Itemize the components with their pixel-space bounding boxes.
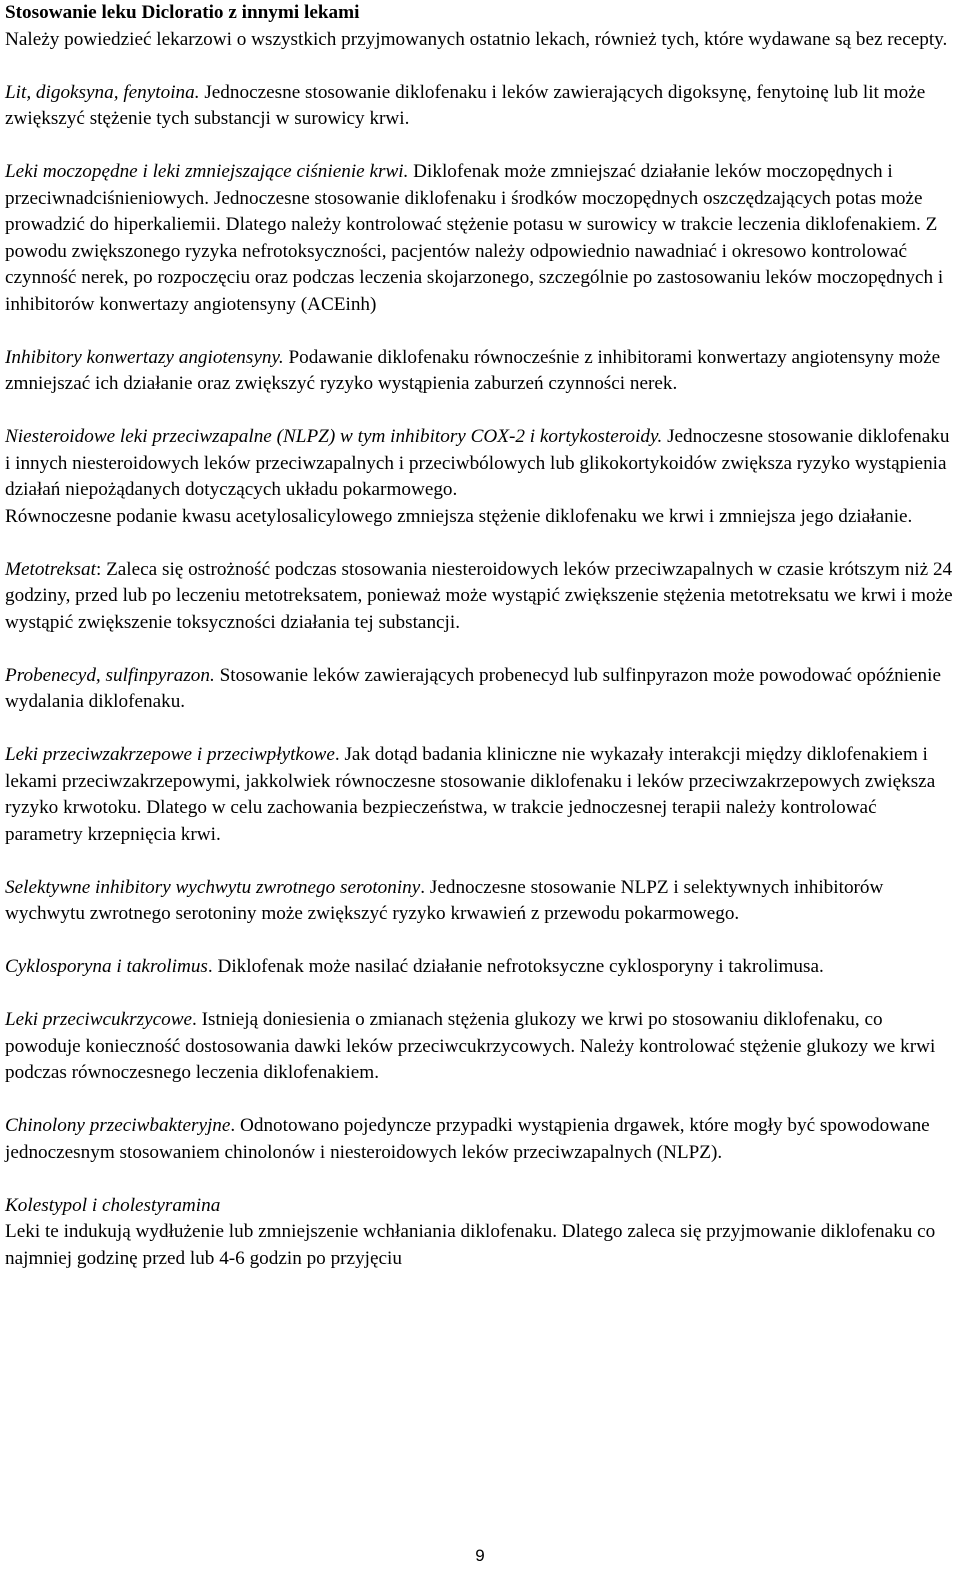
paragraph-lead: Cyklosporyna i takrolimus xyxy=(5,956,208,977)
paragraph-lead: Niesteroidowe leki przeciwzapalne (NLPZ) w tym inhibitory COX-2 i kortykosteroidy. xyxy=(5,426,663,447)
paragraph-text: : Zaleca się ostrożność podczas stosowania niesteroidowych leków przeciwzapalnych w czasie krótszym niż 24 godziny, przed lub po leczeniu metotreksatem, ponieważ może wystąpić zwiększenie stężenia metotreksatu we krwi i może wystąpić zwiększenie toksyczności działania tej substancji. xyxy=(5,558,953,633)
paragraph-anticoagulants xyxy=(5,742,955,848)
paragraph-ssri xyxy=(5,875,955,928)
paragraph-diuretics xyxy=(5,159,955,318)
paragraph-lead: Leki przeciwcukrzycowe xyxy=(5,1009,193,1030)
page-number: 9 xyxy=(475,1546,485,1565)
paragraph-quinolones xyxy=(5,1113,955,1166)
paragraph-lead: Kolestypol i cholestyramina xyxy=(5,1194,221,1216)
paragraph-lead: Probenecyd, sulfinpyrazon. xyxy=(5,664,215,686)
paragraph-lithium-digoxin xyxy=(5,80,955,133)
paragraph-text: Jednoczesne stosowanie diklofenaku i leków zawierających digoksynę, fenytoinę lub lit może zwiększyć stężenie tych substancji w surowicy krwi. xyxy=(5,81,926,129)
paragraph-text: . Odnotowano pojedyncze przypadki wystąpienia drgawek, które mogły być spowodowane jednoczesnym stosowaniem chinolonów i niesteroidowych leków przeciwzapalnych (NLPZ). xyxy=(5,1115,930,1163)
paragraph-lead: Selektywne inhibitory wychwytu zwrotnego serotoniny xyxy=(5,876,421,898)
paragraph-text: . Jednoczesne stosowanie NLPZ i selektywnych inhibitorów wychwytu zwrotnego serotoniny może zwiększyć ryzyko krwawień z przewodu pokarmowego. xyxy=(5,876,884,924)
paragraph-cyclosporine xyxy=(5,954,955,981)
paragraph-ace-inhibitors xyxy=(5,345,955,398)
paragraph-lead: Leki przeciwzakrzepowe i przeciwpłytkowe xyxy=(5,744,335,765)
paragraph-text: Leki te indukują wydłużenie lub zmniejszenie wchłaniania diklofenaku. Dlatego zaleca się przyjmowanie diklofenaku co najmniej godzinę przed lub 4-6 godzin po przyjęciu xyxy=(5,1221,936,1269)
paragraph-lead: Inhibitory konwertazy angiotensyny. xyxy=(5,346,284,368)
paragraph-text: . Jak dotąd badania kliniczne nie wykazały interakcji między diklofenakiem i lekami przeciwzakrzepowymi, jakkolwiek równoczesne stosowanie diklofenaku i leków przeciwzakrzepowych zwiększa ryzyko krwotoku. Dlatego w celu zachowania bezpieczeństwa, w trakcie jednoczesnej terapii należy kontrolować parametry krzepnięcia krwi. xyxy=(5,744,936,845)
intro-block xyxy=(5,0,955,53)
paragraph-antidiabetics xyxy=(5,1007,955,1087)
section-heading: Stosowanie leku Dicloratio z innymi lekami xyxy=(5,2,360,23)
paragraph-lead: Chinolony przeciwbakteryjne xyxy=(5,1115,231,1136)
paragraph-colestipol xyxy=(5,1193,955,1273)
paragraph-extra-text: Równoczesne podanie kwasu acetylosalicylowego zmniejsza stężenie diklofenaku we krwi i zmniejsza jego działanie. xyxy=(5,505,913,527)
paragraph-lead: Lit, digoksyna, fenytoina. xyxy=(5,81,200,103)
intro-text: Należy powiedzieć lekarzowi o wszystkich przyjmowanych ostatnio lekach, również tych, które wydawane są bez recepty. xyxy=(5,28,948,50)
paragraph-nsaids xyxy=(5,424,955,530)
paragraph-text: . Diklofenak może nasilać działanie nefrotoksyczne cyklosporyny i takrolimusa. xyxy=(207,956,824,977)
paragraph-probenecid xyxy=(5,663,955,716)
document-page xyxy=(5,0,955,1272)
paragraph-methotrexate xyxy=(5,557,955,637)
paragraph-lead: Metotreksat xyxy=(5,558,96,580)
paragraph-text: Stosowanie leków zawierających probenecyd lub sulfinpyrazon może powodować opóźnienie wydalania diklofenaku. xyxy=(5,664,941,712)
paragraph-text: Podawanie diklofenaku równocześnie z inhibitorami konwertazy angiotensyny może zmniejszać ich działanie oraz zwiększyć ryzyko wystąpienia zaburzeń czynności nerek. xyxy=(5,346,941,394)
paragraph-text: Jednoczesne stosowanie diklofenaku i innych niesteroidowych leków przeciwzapalnych i przeciwbólowych lub glikokortykoidów zwiększa ryzyko wystąpienia działań niepożądanych dotyczących układu pokarmowego. xyxy=(5,426,950,500)
paragraph-text: Diklofenak może zmniejszać działanie leków moczopędnych i przeciwnadciśnieniowych. Jednoczesne stosowanie diklofenaku i środków moczopędnych oszczędzających potas może prowadzić do hiperkaliemii. Dlatego należy kontrolować stężenie potasu w surowicy w trakcie leczenia diklofenakiem. Z powodu zwiększonego ryzyka nefrotoksyczności, pacjentów należy odpowiednio nawadniać i okresowo kontrolować czynność nerek, po rozpoczęciu oraz podczas leczenia skojarzonego, szczególnie po zastosowaniu leków moczopędnych i inhibitorów konwertazy angiotensyny (ACEinh) xyxy=(5,161,944,315)
paragraph-text: . Istnieją doniesienia o zmianach stężenia glukozy we krwi po stosowaniu diklofenaku, co powoduje konieczność dostosowania dawki leków przeciwcukrzycowych. Należy kontrolować stężenie glukozy we krwi podczas równoczesnego leczenia diklofenakiem. xyxy=(5,1009,936,1083)
paragraph-lead: Leki moczopędne i leki zmniejszające ciśnienie krwi. xyxy=(5,161,409,182)
